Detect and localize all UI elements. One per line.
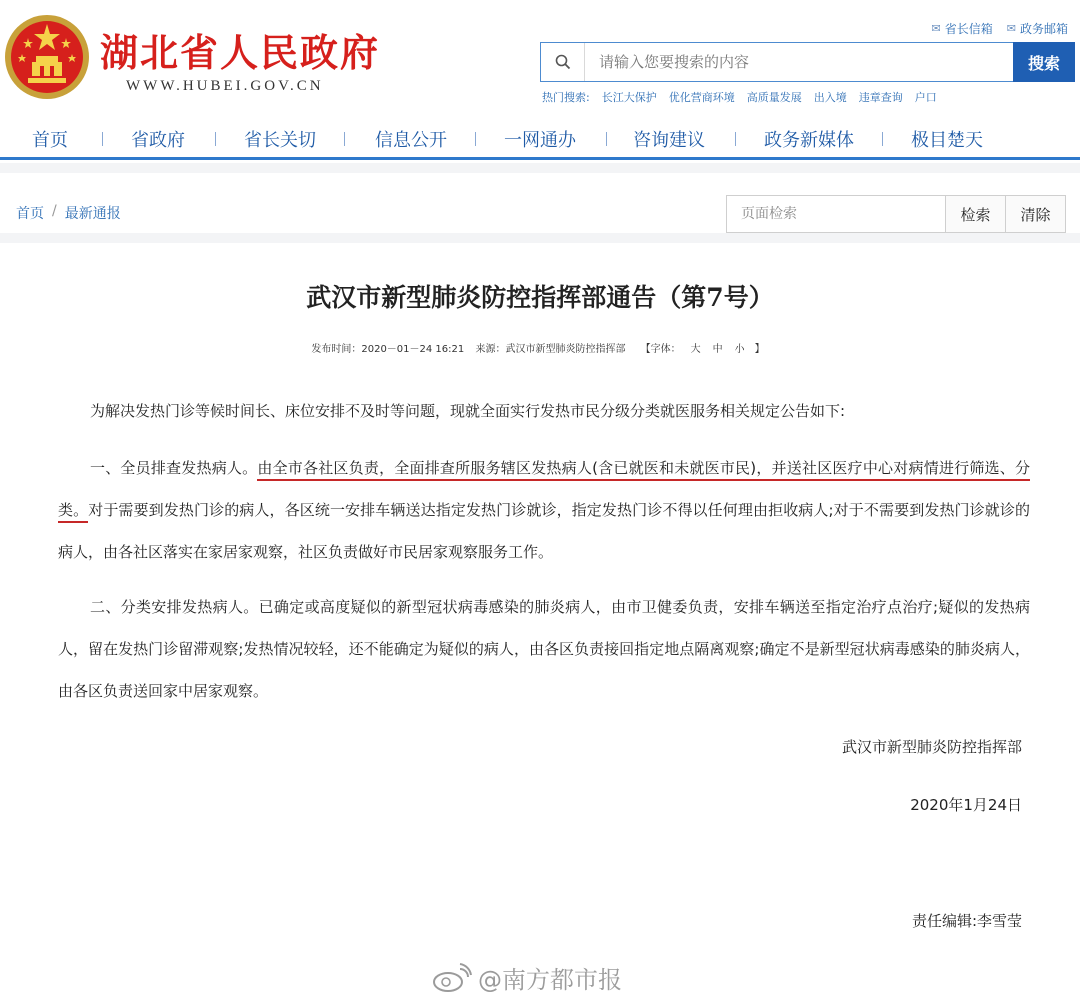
site-title[interactable]: 湖北省人民政府 (100, 30, 381, 75)
article-paragraph-2 (58, 586, 1030, 712)
paragraph-1-rest: 对于需要到发热门诊的病人，各区统一安排车辆送达指定发热门诊就诊，指定发热门诊不得以任何理由拒收病人;对于不需要到发热门诊就诊的病人，由各社区落实在家居家观察，社区负责做好市民居家观察服务工作。 (58, 501, 1030, 561)
paragraph-1-heading: 一、全员排查发热病人。 (90, 459, 258, 477)
article-meta (0, 340, 1080, 355)
breadcrumb-band (0, 163, 1080, 243)
article-editor: 责任编辑:李雪莹 (911, 912, 1022, 930)
breadcrumb-bar (0, 173, 1080, 233)
article-paragraph-1 (58, 447, 1030, 573)
nav-divider (102, 132, 103, 146)
nav-item-governor-concerns[interactable]: 省长关切 (244, 129, 316, 151)
page-clear-button[interactable]: 清除 (1005, 196, 1065, 232)
font-size-medium[interactable]: 中 (712, 344, 723, 355)
font-size-large[interactable]: 大 (690, 344, 701, 355)
national-emblem-icon (2, 12, 92, 102)
hot-search-item[interactable]: 违章查询 (858, 91, 903, 104)
governor-mailbox-label: 省长信箱 (944, 22, 993, 36)
nav-item-new-media[interactable]: 政务新媒体 (764, 129, 854, 151)
font-size-small[interactable]: 小 (734, 344, 745, 355)
publish-time: 发布时间：2020－01－24 16:21 (311, 344, 465, 355)
nav-item-information[interactable]: 信息公开 (375, 129, 447, 151)
article-intro (58, 390, 1030, 432)
hot-searches (542, 89, 937, 105)
governor-mailbox-link[interactable] (932, 20, 993, 37)
top-links (932, 20, 1068, 37)
site-header (0, 0, 1080, 120)
gov-email-link[interactable] (1007, 20, 1068, 37)
gov-email-label: 政务邮箱 (1019, 22, 1068, 36)
nav-item-government[interactable]: 省政府 (131, 129, 185, 151)
nav-divider (606, 132, 607, 146)
article-date: 2020年1月24日 (910, 796, 1022, 814)
paragraph-1-highlight: 由全市各社区负责，全面排查所服务辖区发热病人(含已就医和未就医市民)，并送社区医疗中心对病情进行筛选、分类。 (58, 459, 1030, 523)
hot-search-item[interactable]: 高质量发展 (746, 91, 802, 104)
nav-divider (475, 132, 476, 146)
nav-divider (735, 132, 736, 146)
search-icon[interactable] (541, 43, 585, 81)
font-size-label (637, 344, 769, 355)
hot-search-item[interactable]: 出入境 (813, 91, 847, 104)
hot-search-item[interactable]: 长江大保护 (601, 91, 657, 104)
main-nav (0, 120, 1080, 160)
watermark-text: @南方都市报 (478, 966, 622, 994)
nav-divider (882, 132, 883, 146)
font-size-suffix: 】 (754, 344, 765, 355)
nav-divider (344, 132, 345, 146)
breadcrumb-latest-notices[interactable]: 最新通报 (64, 206, 121, 222)
site-search-button[interactable]: 搜索 (1013, 42, 1075, 82)
breadcrumb-separator: / (52, 203, 57, 219)
watermark (432, 960, 622, 995)
breadcrumb (16, 203, 121, 223)
hot-search-item[interactable]: 优化营商环境 (668, 91, 735, 104)
nav-item-consult[interactable]: 咨询建议 (633, 129, 705, 151)
page-search-input[interactable] (727, 196, 945, 232)
nav-divider (215, 132, 216, 146)
nav-item-one-stop[interactable]: 一网通办 (504, 129, 576, 151)
site-search-box (540, 42, 1016, 82)
page-search-button[interactable]: 检索 (945, 196, 1005, 232)
page-search (726, 195, 1066, 233)
intro-text: 为解决发热门诊等候时间长、床位安排不及时等问题，现就全面实行发热市民分级分类就医服务相关规定公告如下: (90, 402, 846, 420)
hot-search-label: 热门搜索: (542, 91, 590, 104)
nav-item-home[interactable]: 首页 (32, 129, 68, 151)
site-url: WWW.HUBEI.GOV.CN (126, 78, 324, 94)
mail-icon: ✉ (931, 22, 941, 35)
article-source: 来源：武汉市新型肺炎防控指挥部 (475, 344, 626, 355)
font-size-prefix: 【字体： (640, 344, 681, 355)
nav-item-jimu[interactable]: 极目楚天 (911, 129, 983, 151)
article-signature: 武汉市新型肺炎防控指挥部 (841, 738, 1022, 756)
breadcrumb-home[interactable]: 首页 (16, 206, 44, 222)
weibo-logo-icon (432, 963, 472, 993)
mail-icon: ✉ (1006, 22, 1016, 35)
paragraph-2-text: 二、分类安排发热病人。已确定或高度疑似的新型冠状病毒感染的肺炎病人，由市卫健委负责，安排车辆送至指定治疗点治疗;疑似的发热病人，留在发热门诊留滞观察;发热情况较轻，还不能确定为疑似的病人，由各区负责接回指定地点隔离观察;确定不是新型冠状病毒感染的肺炎病人，由各区负责送回家中居家观察。 (58, 598, 1030, 700)
hot-search-item[interactable]: 户口 (914, 91, 937, 104)
site-search-input[interactable] (585, 44, 1016, 80)
article-title: 武汉市新型肺炎防控指挥部通告（第7号） (306, 283, 774, 312)
